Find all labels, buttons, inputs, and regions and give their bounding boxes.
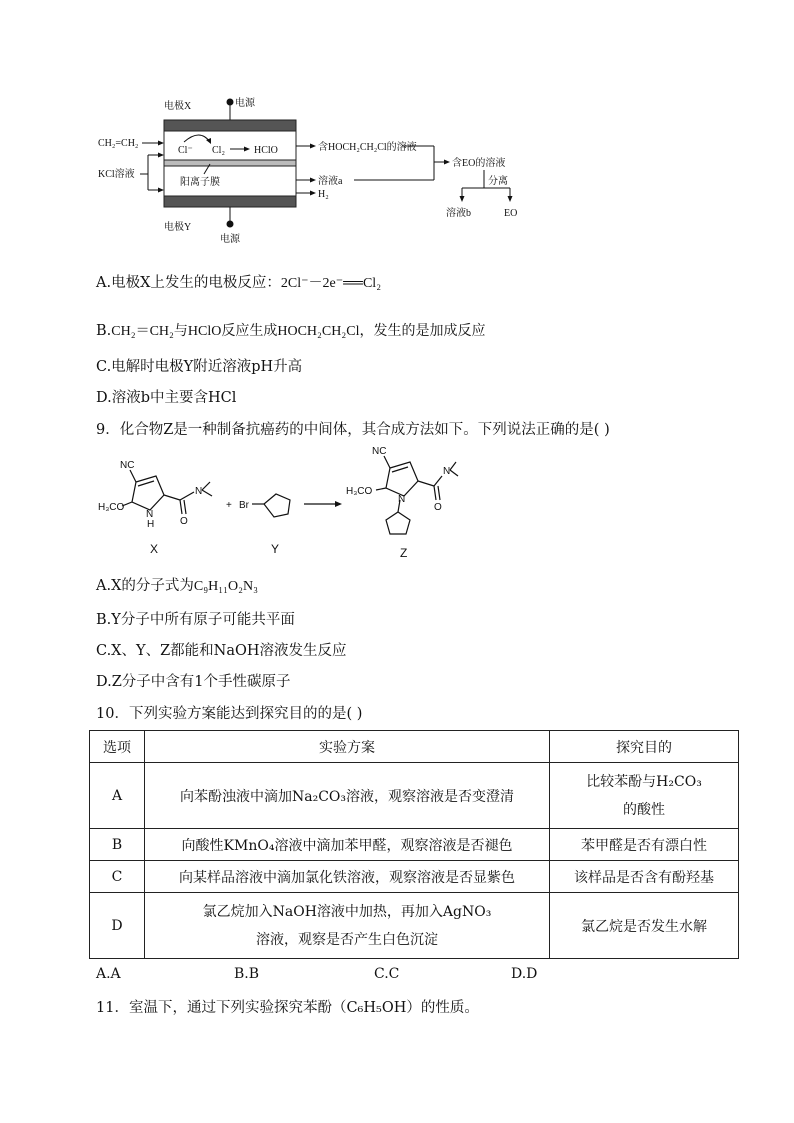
y-cyclopentane-ring: [264, 494, 290, 517]
experiment-table: [89, 730, 739, 959]
solution-b-label: 溶液b: [446, 208, 471, 219]
y-br-label: Br: [239, 500, 249, 511]
table-row: [90, 829, 739, 861]
row-a-plan: 向苯酚浊液中滴加Na₂CO₃溶液，观察溶液是否变澄清: [145, 763, 550, 829]
row-a-purpose-line2: 的酸性: [623, 801, 665, 818]
eo-label: EO: [504, 208, 518, 219]
row-a-option: A: [90, 763, 145, 829]
electrode-y-plate: [164, 196, 296, 207]
row-a-purpose-line1: 比较苯酚与H₂CO₃: [586, 773, 702, 790]
q8-option-b-prefix: B.: [96, 323, 112, 339]
q9-option-d: D.Z分子中含有1个手性碳原子: [96, 674, 291, 690]
row-c-option: C: [90, 861, 145, 893]
table-header-row: [90, 731, 739, 763]
table-row: [90, 763, 739, 829]
electrode-x-plate: [164, 120, 296, 131]
header-option: 选项: [90, 731, 145, 763]
q10-choice-d: D.D: [511, 966, 538, 982]
power-bottom-label: 电源: [220, 234, 240, 245]
q9-option-b: B.Y分子中所有原子可能共平面: [96, 612, 295, 628]
q10-stem: 10．下列实验方案能达到探究目的的是( ): [96, 706, 363, 722]
table-row: [90, 893, 739, 959]
row-c-purpose: 该样品是否含有酚羟基: [550, 861, 739, 893]
row-b-option: B: [90, 829, 145, 861]
table-row: [90, 861, 739, 893]
q9-stem: 9．化合物Z是一种制备抗癌药的中间体，其合成方法如下。下列说法正确的是( ): [96, 422, 610, 438]
q9-option-a-formula: C₉H₁₁O₂N₃: [193, 579, 258, 594]
x-nh-label: H: [147, 519, 155, 530]
q10-choice-b: B.B: [234, 966, 260, 982]
row-d-plan-line1: 氯乙烷加入NaOH溶液中加热，再加入AgNO₃: [202, 903, 492, 920]
q10-choices: [96, 966, 537, 982]
row-d-plan-line2: 溶液，观察是否产生白色沉淀: [256, 931, 438, 948]
x-methoxy-label: H₃CO: [98, 502, 125, 513]
compound-z-label: Z: [400, 546, 408, 560]
membrane-label: 阳离子膜: [180, 177, 220, 188]
power-top-terminal: [227, 99, 234, 106]
z-cn-label: NC: [372, 446, 387, 457]
q8-option-b-text: CH₂＝CH₂与HClO反应生成HOCH₂CH₂Cl，发生的是加成反应: [111, 324, 486, 339]
z-o-label: O: [434, 502, 442, 513]
z-n-label: N: [398, 494, 406, 505]
z-methoxy-label: H₃CO: [346, 486, 373, 497]
compound-y-label: Y: [271, 542, 280, 556]
q9-option-c: C.X、Y、Z都能和NaOH溶液发生反应: [96, 643, 347, 659]
z-amide-n-label: N: [443, 466, 451, 477]
kcl-input-label: KCl溶液: [98, 169, 135, 180]
electrode-y-label: 电极Y: [164, 222, 192, 233]
header-plan: 实验方案: [145, 731, 550, 763]
row-c-plan: 向某样品溶液中滴加氯化铁溶液，观察溶液是否显紫色: [145, 861, 550, 893]
row-d-plan: [145, 893, 550, 959]
x-n-label: N: [146, 509, 154, 520]
q8-option-a-prefix: A.电极X上发生的电极反应：: [96, 275, 281, 291]
z-pyrrole-ring: [386, 462, 418, 496]
header-purpose: 探究目的: [550, 731, 739, 763]
compound-x-label: X: [150, 542, 159, 556]
row-b-purpose: 苯甲醛是否有漂白性: [550, 829, 739, 861]
chlorine-label: Cl₂: [212, 145, 225, 156]
solution-a-label: 溶液a: [318, 176, 343, 187]
hoch2ch2cl-solution-label: 含HOCH₂CH₂Cl的溶液: [318, 142, 417, 153]
chloride-ion-label: Cl⁻: [178, 145, 193, 156]
plus-sign: +: [226, 500, 232, 511]
q11-stem: 11．室温下，通过下列实验探究苯酚（C₆H₅OH）的性质。: [96, 1000, 479, 1016]
separation-label: 分离: [488, 176, 508, 187]
hclo-label: HClO: [254, 145, 278, 156]
x-pyrrole-ring: [132, 476, 164, 510]
ethylene-input-label: CH₂=CH₂: [98, 138, 139, 149]
x-cn-label: NC: [120, 460, 135, 471]
q8-option-d: D.溶液b中主要含HCl: [96, 390, 237, 406]
q8-option-b: [96, 320, 485, 340]
row-b-plan: 向酸性KMnO₄溶液中滴加苯甲醛，观察溶液是否褪色: [145, 829, 550, 861]
q8-option-c: C.电解时电极Y附近溶液pH升高: [96, 359, 303, 375]
power-bottom-terminal: [227, 221, 234, 228]
q8-option-a-equation: 2Cl⁻－2e⁻══Cl₂: [280, 276, 382, 291]
row-d-option: D: [90, 893, 145, 959]
q10-choice-a: A.A: [96, 966, 121, 982]
q10-choice-c: C.C: [374, 966, 400, 982]
row-d-purpose: 氯乙烷是否发生水解: [550, 893, 739, 959]
power-top-label: 电源: [235, 98, 255, 109]
eo-solution-label: 含EO的溶液: [452, 158, 506, 169]
z-cyclopentyl-ring: [386, 512, 410, 534]
row-a-purpose: [550, 763, 739, 829]
q9-option-a-prefix: A.X的分子式为: [96, 578, 194, 594]
q9-option-a: [96, 574, 258, 595]
x-amide-n-label: N: [195, 486, 203, 497]
synthesis-scheme: [92, 440, 462, 565]
q8-option-a: [96, 271, 381, 292]
hydrogen-label: H₂: [318, 189, 329, 200]
cation-membrane: [164, 160, 296, 166]
x-o-label: O: [180, 516, 188, 527]
electrode-x-label: 电极X: [164, 101, 192, 112]
electrolysis-diagram: [92, 92, 532, 252]
